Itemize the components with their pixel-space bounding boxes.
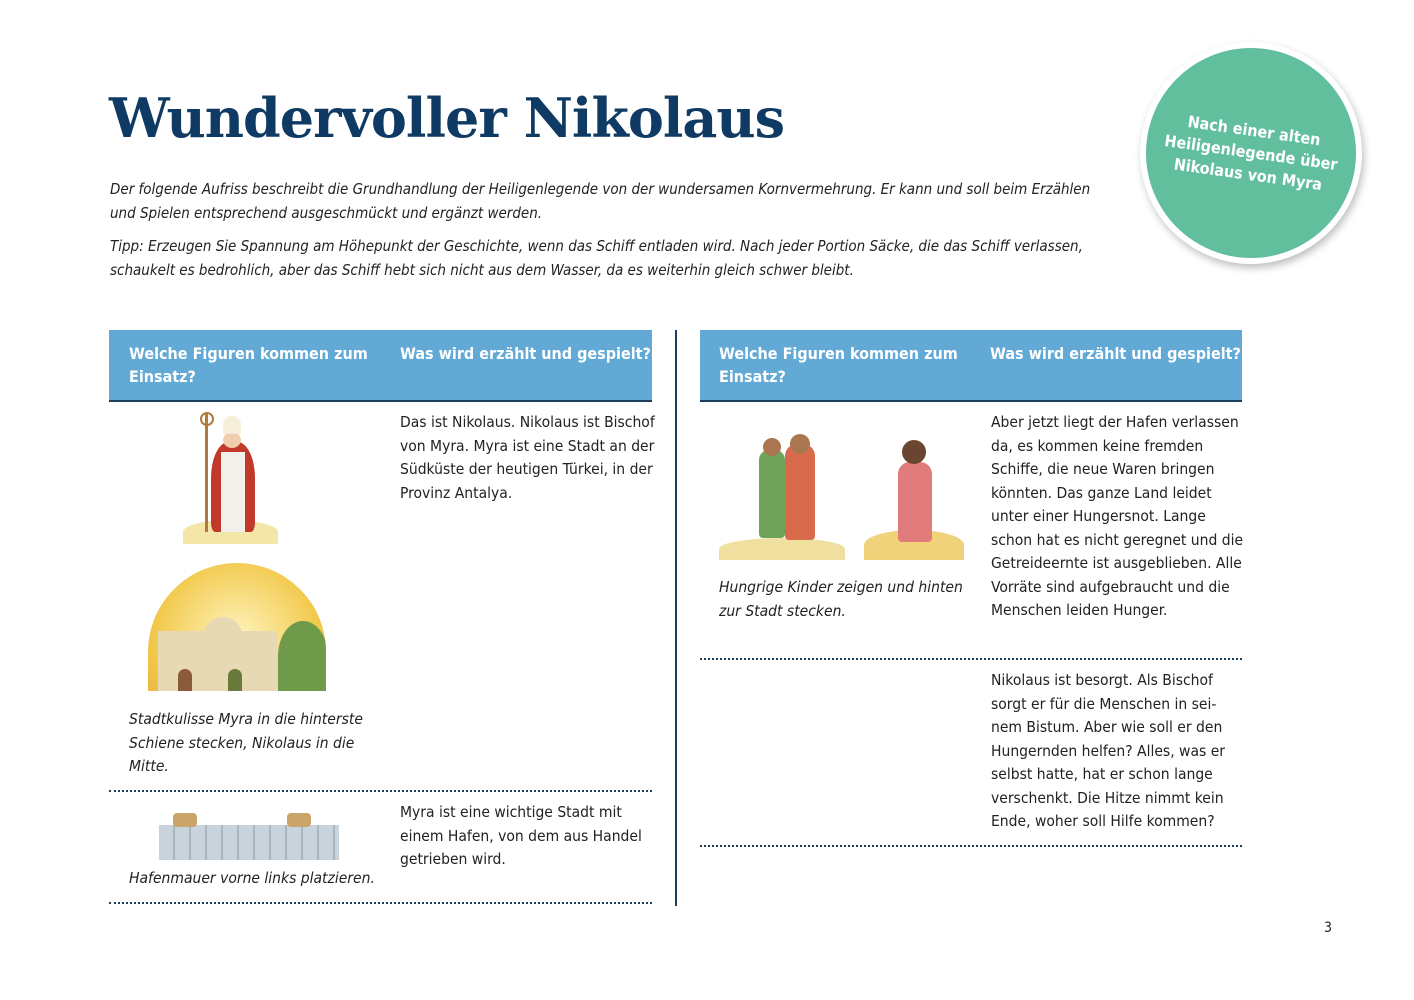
caption-city: Stadtkulisse Myra in die hinterste Schiene stecken, Nikolaus in die Mitte.	[129, 710, 363, 775]
row-divider	[700, 658, 1242, 660]
left-table-header	[109, 330, 652, 402]
right-table-header	[700, 330, 1242, 402]
row-divider	[109, 790, 652, 792]
header-figures: Welche Figuren kommen zum Einsatz?	[719, 344, 958, 386]
page-number: 3	[1324, 920, 1333, 936]
badge-text: Nach einer alten Heiligenlegende über Nikolaus von Myra	[1163, 111, 1339, 195]
header-story: Was wird erzählt und gespielt?	[990, 344, 1241, 363]
row-divider	[700, 845, 1242, 847]
nikolaus-figure-image	[183, 412, 278, 544]
harbor-wall-image	[159, 813, 339, 860]
story-text-4: Nikolaus ist besorgt. Als Bischof sorgt er für die Menschen in seinem Bistum. Aber wie soll er den Hungernden helfen? Alles, was er selbst hatte, hat er schon lange verschenkt. Die Hitze nimmt kein Ende, woher soll Hilfe kommen?	[991, 671, 1226, 830]
page-title: Wundervoller Nikolaus	[109, 86, 785, 150]
header-figures: Welche Figuren kommen zum Einsatz?	[129, 344, 368, 386]
story-text-1: Das ist Nikolaus. Nikolaus ist Bischof von Myra. Myra ist eine Stadt an der Südküste der heutigen Türkei, in der Provinz Antalya.	[400, 413, 655, 502]
hungry-child-image	[864, 440, 964, 560]
myra-city-backdrop-image	[148, 563, 326, 691]
hungry-children-image	[719, 434, 845, 560]
story-text-2: Myra ist eine wichtige Stadt mit einem Hafen, von dem aus Handel getrieben wird.	[400, 803, 642, 868]
row-divider	[109, 902, 652, 904]
legend-badge	[1146, 48, 1356, 258]
column-divider	[675, 330, 677, 906]
caption-children: Hungrige Kinder zeigen und hinten zur Stadt stecken.	[719, 578, 963, 620]
header-story: Was wird erzählt und gespielt?	[400, 344, 651, 363]
caption-harbor-wall: Hafenmauer vorne links platzieren.	[129, 869, 375, 887]
tip-paragraph: Tipp: Erzeugen Sie Spannung am Höhepunkt der Geschichte, wenn das Schiff entladen wird. Nach jeder Portion Säcke, die das Schiff verlassen, schaukelt es bedrohlich, aber das Schiff hebt sich nicht aus dem Wasser, da es weiterhin gleich schwer bleibt.	[110, 237, 1083, 279]
intro-paragraph: Der folgende Aufriss beschreibt die Grundhandlung der Heiligenlegende von der wundersamen Kornvermehrung. Er kann und soll beim Erzählen und Spielen entsprechend ausgeschmückt und ergänzt werden.	[110, 180, 1091, 222]
story-text-3: Aber jetzt liegt der Hafen verlassen da, es kommen keine fremden Schiffe, die neue Waren bringen könnten. Das ganze Land leidet unter einer Hungersnot. Lange schon hat es nicht geregnet und die Getreideernte ist ausgeblieben. Alle Vorräte sind aufgebraucht und die Menschen leiden Hunger.	[991, 413, 1244, 619]
